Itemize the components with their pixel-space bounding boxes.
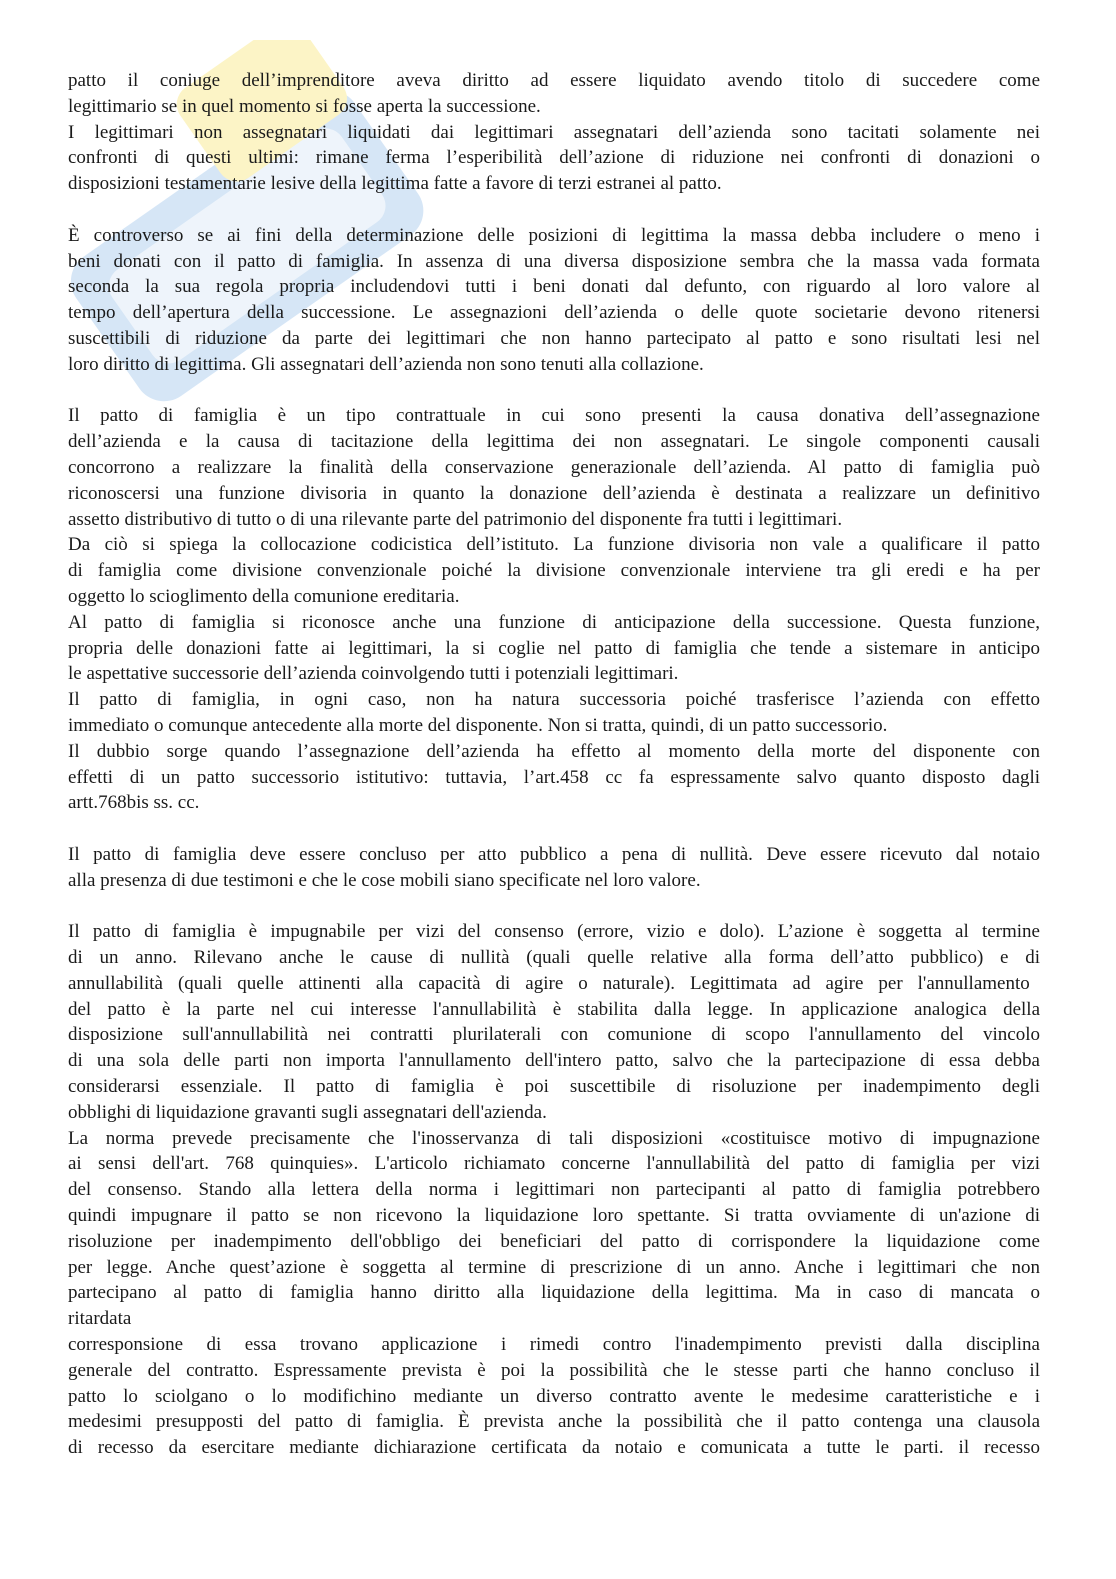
text-line: corresponsione di essa trovano applicazione i rimedi contro l'inadempimento previsti dalla disciplina [68, 1334, 1040, 1356]
text-line: del consenso. Stando alla lettera della norma i legittimari non partecipanti al patto di famiglia potrebbero [68, 1179, 1040, 1201]
text-line: disposizioni testamentarie lesive della legittima fatte a favore di terzi estranei al patto. [68, 173, 722, 195]
text-line: Il patto di famiglia deve essere concluso per atto pubblico a pena di nullità. Deve essere ricevuto dal notaio [68, 843, 1040, 865]
text-line: I legittimari non assegnatari liquidati dai legittimari assegnatari dell’azienda sono tacitati solamente nei [68, 121, 1040, 143]
text-line: di un anno. Rilevano anche le cause di nullità (quali quelle relative alla forma dell’atto pubblico) e di [68, 947, 1040, 969]
paragraph [68, 120, 1040, 197]
paragraph-spacer [68, 816, 1040, 842]
text-line: oggetto lo scioglimento della comunione ereditaria. [68, 585, 460, 607]
text-line: assetto distributivo di tutto o di una rilevante parte del patrimonio del disponente fra tutti i legittimari. [68, 508, 843, 530]
text-line: È controverso se ai fini della determinazione delle posizioni di legittima la massa debba includere o meno i [68, 224, 1040, 246]
text-line: dell’azienda e la causa di tacitazione della legittima dei non assegnatari. Le singole componenti causali [68, 431, 1040, 453]
paragraph [68, 532, 1040, 609]
text-line: Il patto di famiglia è impugnabile per vizi del consenso (errore, vizio e dolo). L’azione è soggetta al termine [68, 921, 1040, 943]
text-line: partecipano al patto di famiglia hanno diritto alla liquidazione della legittima. Ma in caso di mancata o [68, 1282, 1040, 1304]
text-line: patto lo sciolgano o lo modifichino mediante un diverso contratto avente le medesime caratteristiche e i [68, 1385, 1040, 1407]
text-line: Il patto di famiglia è un tipo contrattuale in cui sono presenti la causa donativa dell’assegnazione [68, 405, 1040, 427]
text-line: risoluzione per inadempimento dell'obbligo dei beneficiari del patto di corrispondere la liquidazione come [68, 1230, 1040, 1252]
text-line: loro diritto di legittima. Gli assegnatari dell’azienda non sono tenuti alla collazione. [68, 353, 704, 375]
text-line: di una sola delle parti non importa l'annullamento dell'intero patto, salvo che la partecipazione di essa debba [68, 1050, 1040, 1072]
text-line: tempo dell’apertura della successione. Le assegnazioni dell’azienda o delle quote societarie devono ritenersi [68, 302, 1040, 324]
paragraph [68, 1126, 1040, 1332]
text-line: medesimi presupposti del patto di famiglia. È prevista anche la possibilità che il patto contenga una clausola [68, 1411, 1040, 1433]
text-line: obblighi di liquidazione gravanti sugli assegnatari dell'azienda. [68, 1101, 547, 1123]
paragraph [68, 1332, 1040, 1461]
text-line: seconda la sua regola propria includendovi tutti i beni donati dal defunto, con riguardo al loro valore al [68, 276, 1040, 298]
text-line: generale del contratto. Espressamente prevista è poi la possibilità che le stesse parti che hanno concluso il [68, 1359, 1040, 1381]
paragraph [68, 842, 1040, 894]
text-line: effetti di un patto successorio istitutivo: tuttavia, l’art.458 cc fa espressamente salvo quanto disposto dagli [68, 766, 1040, 788]
text-line: Al patto di famiglia si riconosce anche una funzione di anticipazione della successione. Questa funzione, [68, 611, 1040, 633]
text-line: Il patto di famiglia, in ogni caso, non ha natura successoria poiché trasferisce l’azienda con effetto [68, 689, 1040, 711]
text-line: quindi impugnare il patto se non ricevono la liquidazione loro spettante. Si tratta ovviamente di un'azione di [68, 1205, 1040, 1227]
paragraph [68, 919, 1040, 1125]
text-line: alla presenza di due testimoni e che le cose mobili siano specificate nel loro valore. [68, 869, 701, 891]
text-line: considerarsi essenziale. Il patto di famiglia è poi suscettibile di risoluzione per inadempimento degli [68, 1076, 1040, 1098]
paragraph [68, 223, 1040, 378]
paragraph [68, 610, 1040, 687]
paragraph-spacer [68, 894, 1040, 920]
text-line: patto il coniuge dell’imprenditore aveva diritto ad essere liquidato avendo titolo di succedere come [68, 70, 1040, 91]
text-line: confronti di questi ultimi: rimane ferma l’esperibilità dell’azione di riduzione nei confronti di donazioni o [68, 147, 1040, 169]
text-line: riconoscersi una funzione divisoria in quanto la donazione dell’azienda è destinata a realizzare un definitivo [68, 482, 1040, 504]
text-line: legittimario se in quel momento si fosse aperta la successione. [68, 95, 541, 117]
paragraph [68, 68, 1040, 120]
text-line: del patto è la parte nel cui interesse l'annullabilità è stabilita dalla legge. In applicazione analogica della [68, 998, 1040, 1020]
text-line: per legge. Anche quest’azione è soggetta al termine di prescrizione di un anno. Anche i legittimari che non [68, 1256, 1040, 1278]
paragraph-spacer [68, 378, 1040, 404]
text-line: disposizione sull'annullabilità nei contratti plurilaterali con comunione di scopo l'annullamento del vincolo [68, 1024, 1040, 1046]
text-line: concorrono a realizzare la finalità della conservazione generazionale dell’azienda. Al patto di famiglia può [68, 456, 1040, 478]
paragraph-spacer [68, 197, 1040, 223]
text-line: ai sensi dell'art. 768 quinquies». L'articolo richiamato concerne l'annullabilità del patto di famiglia per vizi [68, 1153, 1040, 1175]
text-line: La norma prevede precisamente che l'inosservanza di tali disposizioni «costituisce motivo di impugnazione [68, 1127, 1040, 1149]
paragraph [68, 739, 1040, 816]
text-line: propria delle donazioni fatte ai legittimari, la si coglie nel patto di famiglia che tende a sistemare in anticipo [68, 637, 1040, 659]
text-line: le aspettative successorie dell’azienda coinvolgendo tutti i potenziali legittimari. [68, 663, 679, 685]
text-line: annullabilità (quali quelle attinenti alla capacità di agire o naturale). Legittimata ad agire per l'annullamento [68, 972, 1030, 994]
text-line: di recesso da esercitare mediante dichiarazione certificata da notaio e comunicata a tutte le parti. il recesso [68, 1437, 1040, 1459]
text-line: Il dubbio sorge quando l’assegnazione dell’azienda ha effetto al momento della morte del disponente con [68, 740, 1040, 762]
text-line: suscettibili di riduzione da parte dei legittimari che non hanno partecipato al patto e sono risultati lesi nel [68, 327, 1040, 349]
paragraph [68, 687, 1040, 739]
text-line: di famiglia come divisione convenzionale poiché la divisione convenzionale interviene tra gli eredi e ha per [68, 560, 1040, 582]
text-line: ritardata [68, 1308, 132, 1330]
text-line: Da ciò si spiega la collocazione codicistica dell’istituto. La funzione divisoria non vale a qualificare il patto [68, 534, 1040, 556]
text-line: artt.768bis ss. cc. [68, 792, 200, 814]
text-line: beni donati con il patto di famiglia. In assenza di una diversa disposizione sembra che la massa vada formata [68, 250, 1040, 272]
text-line: immediato o comunque antecedente alla morte del disponente. Non si tratta, quindi, di un patto successorio. [68, 714, 888, 736]
document-body [68, 68, 1040, 1461]
paragraph [68, 403, 1040, 532]
